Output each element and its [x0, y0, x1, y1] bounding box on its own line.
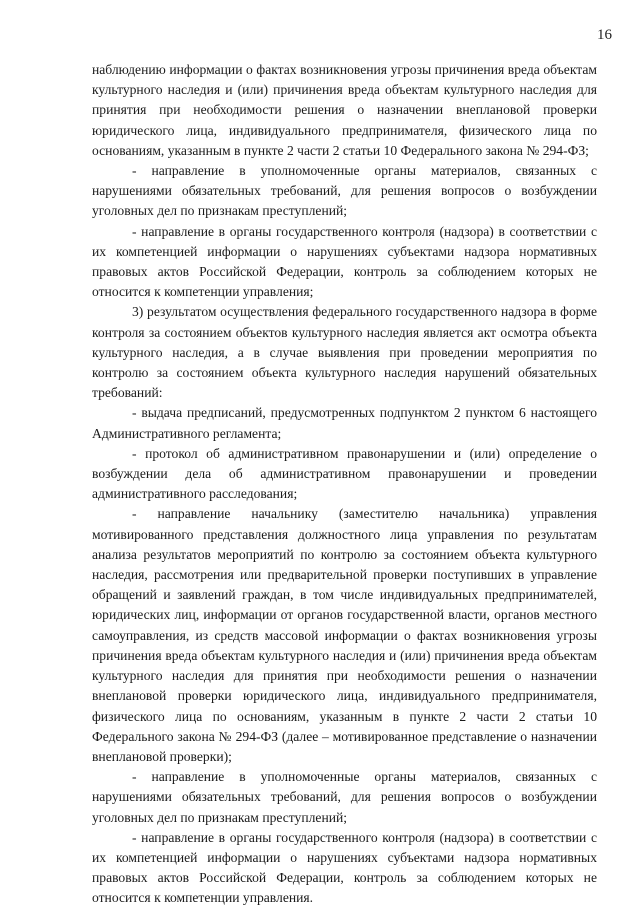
paragraph-point-3: 3) результатом осуществления федерального государственного надзора в форме контроля за состоянием объектов культурного наследия является акт осмотра объекта культурного наследия, а в случае выявления при проведении мероприятия по контролю за состоянием объекта культурного наследия нарушений обязательных требований:	[92, 304, 597, 401]
list-item-motivated-submission: - направление начальнику (заместителю начальника) управления мотивированного представления должностного лица управления по результатам анализа результатов мероприятий по контролю за состоянием объекта культурного наследия, рассмотрения или предварительной проверки поступивших в управление обращений и заявлений граждан, в том числе индивидуальных предпринимателей, юридических лиц, информации от органов государственной власти, органов местного самоуправления, из средств массовой информации о фактах возникновения угрозы причинения вреда объектам культурного наследия и (или) причинения вреда объектам культурного наследия для принятия при необходимости решения о назначении внеплановой проверки юридического лица, индивидуального предпринимателя, физического лица по основаниям, указанным в пункте 2 части 2 статьи 10 Федерального закона № 294-ФЗ (далее – мотивированное представление о назначении внеплановой проверки);	[92, 506, 597, 764]
paragraph-continuation: наблюдению информации о фактах возникновения угрозы причинения вреда объектам культурного наследия и (или) причинения вреда объектам культурного наследия для принятия при необходимости решения о назначении внеплановой проверки юридического лица, индивидуального предпринимателя, физического лица по основаниям, указанным в пункте 2 части 2 статьи 10 Федерального закона № 294-ФЗ;	[92, 62, 597, 158]
list-item-materials-to-authorities-2: - направление в уполномоченные органы материалов, связанных с нарушениями обязательных требований, для решения вопросов о возбуждении уголовных дел по признакам преступлений;	[92, 769, 597, 825]
list-item-orders: - выдача предписаний, предусмотренных подпунктом 2 пунктом 6 настоящего Административного регламента;	[92, 405, 597, 441]
page-number: 16	[597, 27, 612, 43]
list-item-info-to-control-bodies-2: - направление в органы государственного контроля (надзора) в соответствии с их компетенцией информации о нарушениях субъектами надзора нормативных правовых актов Российской Федерации, контроль за соблюдением которых не относится к компетенции управления.	[92, 829, 597, 906]
document-body	[92, 60, 597, 909]
list-item-materials-to-authorities: - направление в уполномоченные органы материалов, связанных с нарушениями обязательных требований, для решения вопросов о возбуждении уголовных дел по признакам преступлений;	[92, 163, 597, 219]
list-item-protocol: - протокол об административном правонарушении и (или) определение о возбуждении дела об административном правонарушении и проведении административного расследования;	[92, 445, 597, 502]
list-item-info-to-control-bodies: - направление в органы государственного контроля (надзора) в соответствии с их компетенцией информации о нарушениях субъектами надзора нормативных правовых актов Российской Федерации, контроль за соблюдением которых не относится к компетенции управления;	[92, 223, 597, 300]
